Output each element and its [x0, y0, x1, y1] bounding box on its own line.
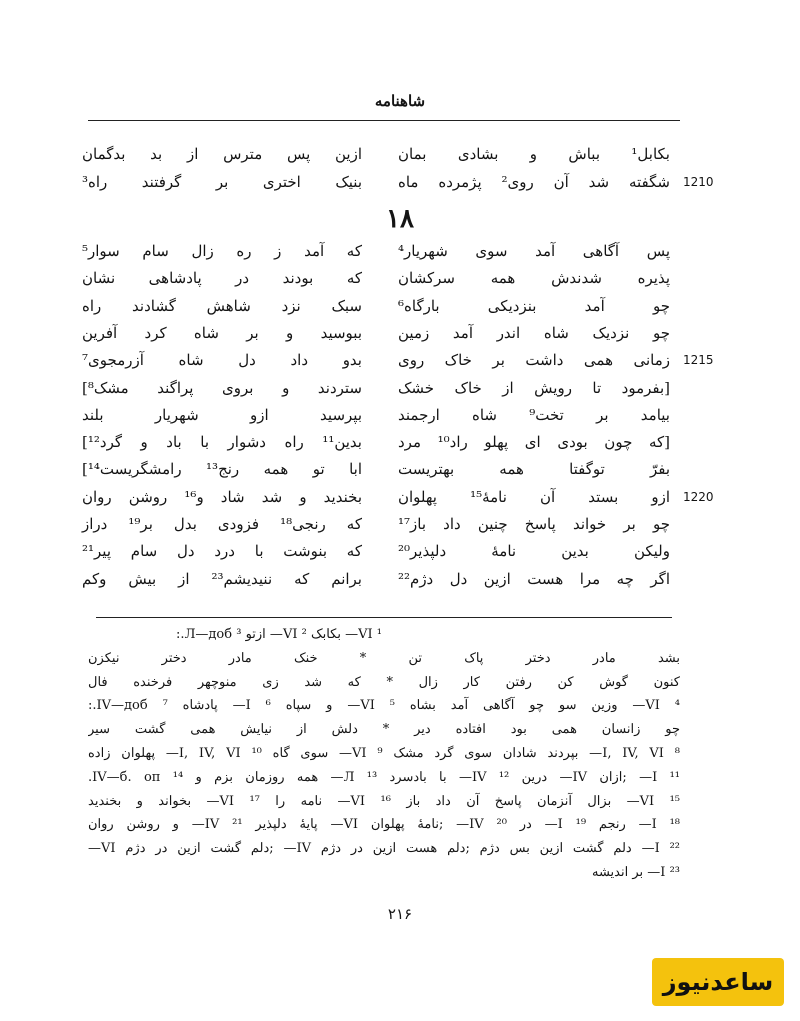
- couplet: [0, 239, 800, 266]
- section-number: ۱۸: [386, 204, 414, 234]
- hemistich-first: شگفته شد آن روی² پژمرده ماه: [398, 173, 670, 191]
- footnote-line: چو زانسان همی بود افتاده دیر * دلش از نیایش همی گشت سیر: [88, 722, 680, 738]
- footnote-line: ⁸ I, IV, VI— بپردند شادان سوی گرد مشک ⁹ VI— سوی گاه ¹⁰ I, IV, VI— پهلوان زاده: [88, 746, 680, 761]
- hemistich-first: ولیکن بدین نامهٔ دلپذیر²⁰: [398, 542, 670, 561]
- footnote-line: ¹ VI— بکابک ² VI— ازتو ³ Л—доб.:: [176, 627, 382, 642]
- hemistich-first: بفرّ توگفتا همه بهتریست: [398, 460, 670, 479]
- couplet: [0, 539, 800, 566]
- hemistich-second: که رنجی¹⁸ فزودی بدل بر¹⁹ دراز: [82, 515, 362, 533]
- couplet: [0, 567, 800, 594]
- footnote-line: ¹¹ I— ;ازان IV— درین ¹² IV— با بادسرد ¹³ Л— همه روزمان بزم و ¹⁴ IV—б. оп.: [88, 769, 680, 785]
- footnote-line: بشد مادر دختر پاک تن * خنک مادر دختر نیکزن: [88, 650, 680, 666]
- couplet: [0, 142, 800, 169]
- hemistich-second: بپرسید ازو شهریار بلند: [82, 405, 362, 424]
- hemistich-first: [که چون بودی ای پهلو راد¹⁰ مرد: [398, 433, 670, 452]
- footnote-line: ¹⁸ I— رنجم ¹⁹ I— در ²⁰ IV— ;نامهٔ پهلوان VI— پایهٔ دلپذیر ²¹ IV— و روشن روان: [88, 817, 680, 833]
- page-number: ۲۱۶: [387, 905, 413, 923]
- hemistich-first: اگر چه مرا هست ازین دل دژم²²: [398, 569, 670, 588]
- header-rule: [88, 120, 680, 121]
- couplet: [0, 170, 800, 197]
- hemistich-first: بکابل¹ بباش و بشادی بمان: [398, 145, 670, 163]
- footnote-line: ²² I— دلم گشت ازین بس دژم ;دلم هست ازین در دژم IV— ;دلم گشت ازین در دژم VI—: [88, 841, 680, 857]
- couplet: [0, 430, 800, 457]
- verse-number: 1215: [683, 353, 714, 368]
- couplet: [0, 376, 800, 403]
- page-header-title: شاهنامه: [374, 92, 426, 110]
- hemistich-second: ستردند و بروی پراگند مشک⁸]: [82, 378, 362, 397]
- hemistich-second: ابا تو همه رنج¹³ رامشگریست¹⁴]: [82, 460, 362, 479]
- hemistich-first: پس آگاهی آمد سوی شهریار⁴: [398, 242, 670, 260]
- hemistich-first: پذیره شدندش همه سرکشان: [398, 269, 670, 288]
- hemistich-first: زمانی همی داشت بر خاک روی: [398, 351, 670, 370]
- footnote-line: ⁴ VI— وزین سو چو آگاهی آمد بشاه ⁵ VI— و سپاه ⁶ I— پادشاه ⁷ IV—доб.:: [88, 698, 680, 714]
- watermark-logo: [652, 958, 784, 1006]
- footnote-line: ¹⁵ VI— بزال آنزمان پاسخ آن داد باز ¹⁶ VI— نامه را ¹⁷ VI— بخواند و بخندید: [88, 793, 680, 809]
- hemistich-second: که بودند در پادشاهی نشان: [82, 269, 362, 288]
- couplet: [0, 485, 800, 512]
- footnote-rule: [96, 617, 672, 618]
- hemistich-second: ببوسید و بر شاه کرد آفرین: [82, 323, 362, 342]
- hemistich-first: بیامد بر تخت⁹ شاه ارجمند: [398, 405, 670, 424]
- hemistich-first: [بفرمود تا رویش از خاک خشک: [398, 378, 670, 397]
- couplet: [0, 403, 800, 430]
- footnote-line: ²³ I— بر اندیشه: [591, 865, 680, 880]
- couplet: [0, 348, 800, 375]
- hemistich-second: ازین پس مترس از بد بدگمان: [82, 145, 362, 163]
- hemistich-second: سبک نزد شاهش گشادند راه: [82, 296, 362, 315]
- hemistich-second: که آمد ز ره زال سام سوار⁵: [82, 242, 362, 260]
- couplet: [0, 321, 800, 348]
- footnote-line: کنون گوش کن رفتن کار زال * که شد زی منوچهر فرخنده فال: [88, 674, 680, 690]
- couplet: [0, 512, 800, 539]
- hemistich-first: ازو بستد آن نامهٔ¹⁵ پهلوان: [398, 487, 670, 506]
- hemistich-first: چو آمد بنزدیکی بارگاه⁶: [398, 296, 670, 315]
- couplet: [0, 294, 800, 321]
- hemistich-second: بدو داد دل شاه آزرمجوی⁷: [82, 351, 362, 370]
- hemistich-second: برانم که ننیدیشم²³ از بیش وکم: [82, 569, 362, 588]
- verse-number: 1210: [683, 175, 714, 189]
- couplet: [0, 266, 800, 293]
- hemistich-second: بنیک اختری بر گرفتند راه³: [82, 173, 362, 191]
- hemistich-first: چو بر خواند پاسخ چنین داد باز¹⁷: [398, 515, 670, 533]
- hemistich-second: بخندید و شد شاد و¹⁶ روشن روان: [82, 487, 362, 506]
- couplet: [0, 457, 800, 484]
- hemistich-second: که بنوشت با درد دل سام پیر²¹: [82, 542, 362, 561]
- verse-number: 1220: [683, 489, 714, 504]
- hemistich-second: بدین¹¹ راه دشوار با باد و گرد¹²]: [82, 433, 362, 452]
- hemistich-first: چو نزدیک شاه اندر آمد زمین: [398, 323, 670, 342]
- watermark-text: ساعدنیوز: [662, 968, 774, 996]
